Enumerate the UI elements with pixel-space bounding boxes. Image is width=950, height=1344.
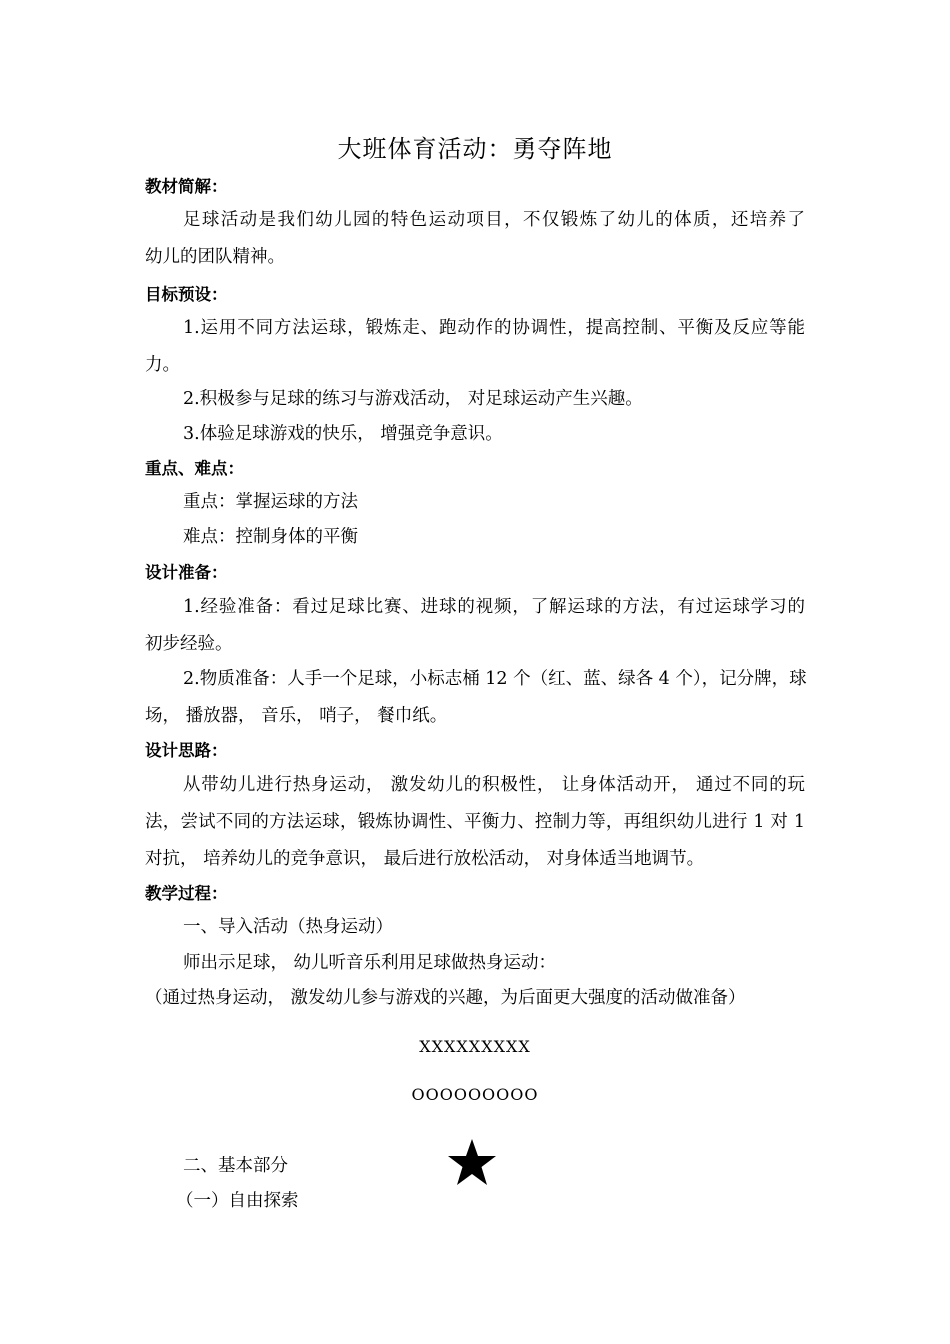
goal-3: 3.体验足球游戏的快乐， 增强竞争意识。 — [183, 424, 503, 444]
intro-text-line2: 幼儿的团队精神。 — [145, 247, 285, 267]
formation-row-o: OOOOOOOOO — [411, 1085, 539, 1104]
formation-row-x: XXXXXXXXX — [419, 1037, 531, 1056]
goal-2: 2.积极参与足球的练习与游戏活动， 对足球运动产生兴趣。 — [183, 389, 643, 409]
page-title: 大班体育活动：勇夺阵地 — [337, 135, 613, 163]
design-line1: 从带幼儿进行热身运动， 激发幼儿的积极性， 让身体活动开， 通过不同的玩 — [183, 775, 805, 795]
heading-design: 设计思路： — [145, 741, 228, 760]
prep-2-line1: 2.物质准备：人手一个足球，小标志桶 12 个（红、蓝、绿各 4 个），记分牌，球 — [183, 669, 807, 689]
prep-1-line1: 1.经验准备：看过足球比赛、进球的视频，了解运球的方法，有过运球学习的 — [183, 597, 805, 617]
heading-preparation: 设计准备： — [145, 563, 228, 582]
design-line3: 对抗， 培养幼儿的竞争意识， 最后进行放松活动， 对身体适当地调节。 — [145, 849, 705, 869]
part1-title: 一、导入活动（热身运动） — [183, 917, 393, 937]
heading-process: 教学过程： — [145, 884, 228, 903]
heading-intro: 教材简解： — [145, 177, 228, 196]
prep-1-line2: 初步经验。 — [145, 634, 233, 654]
prep-2-line2: 场， 播放器， 音乐， 哨子， 餐巾纸。 — [145, 706, 448, 726]
part1-note: （通过热身运动， 激发幼儿参与游戏的兴趣，为后面更大强度的活动做准备） — [145, 988, 746, 1008]
design-line2: 法，尝试不同的方法运球，锻炼协调性、平衡力、控制力等，再组织幼儿进行 1 对 1 — [145, 812, 805, 832]
key-point: 重点：掌握运球的方法 — [183, 492, 358, 512]
part2-sub1: （一）自由探索 — [176, 1191, 299, 1211]
heading-goals: 目标预设： — [145, 285, 228, 304]
difficulty-point: 难点：控制身体的平衡 — [183, 527, 358, 547]
part1-text: 师出示足球， 幼儿听音乐利用足球做热身运动： — [183, 953, 557, 973]
star-icon — [447, 1138, 497, 1186]
goal-1-line2: 力。 — [145, 355, 180, 375]
heading-key-points: 重点、难点： — [145, 459, 244, 478]
part2-title: 二、基本部分 — [183, 1156, 288, 1176]
intro-text-line1: 足球活动是我们幼儿园的特色运动项目，不仅锻炼了幼儿的体质，还培养了 — [183, 210, 805, 230]
goal-1-line1: 1.运用不同方法运球，锻炼走、跑动作的协调性，提高控制、平衡及反应等能 — [183, 318, 805, 338]
